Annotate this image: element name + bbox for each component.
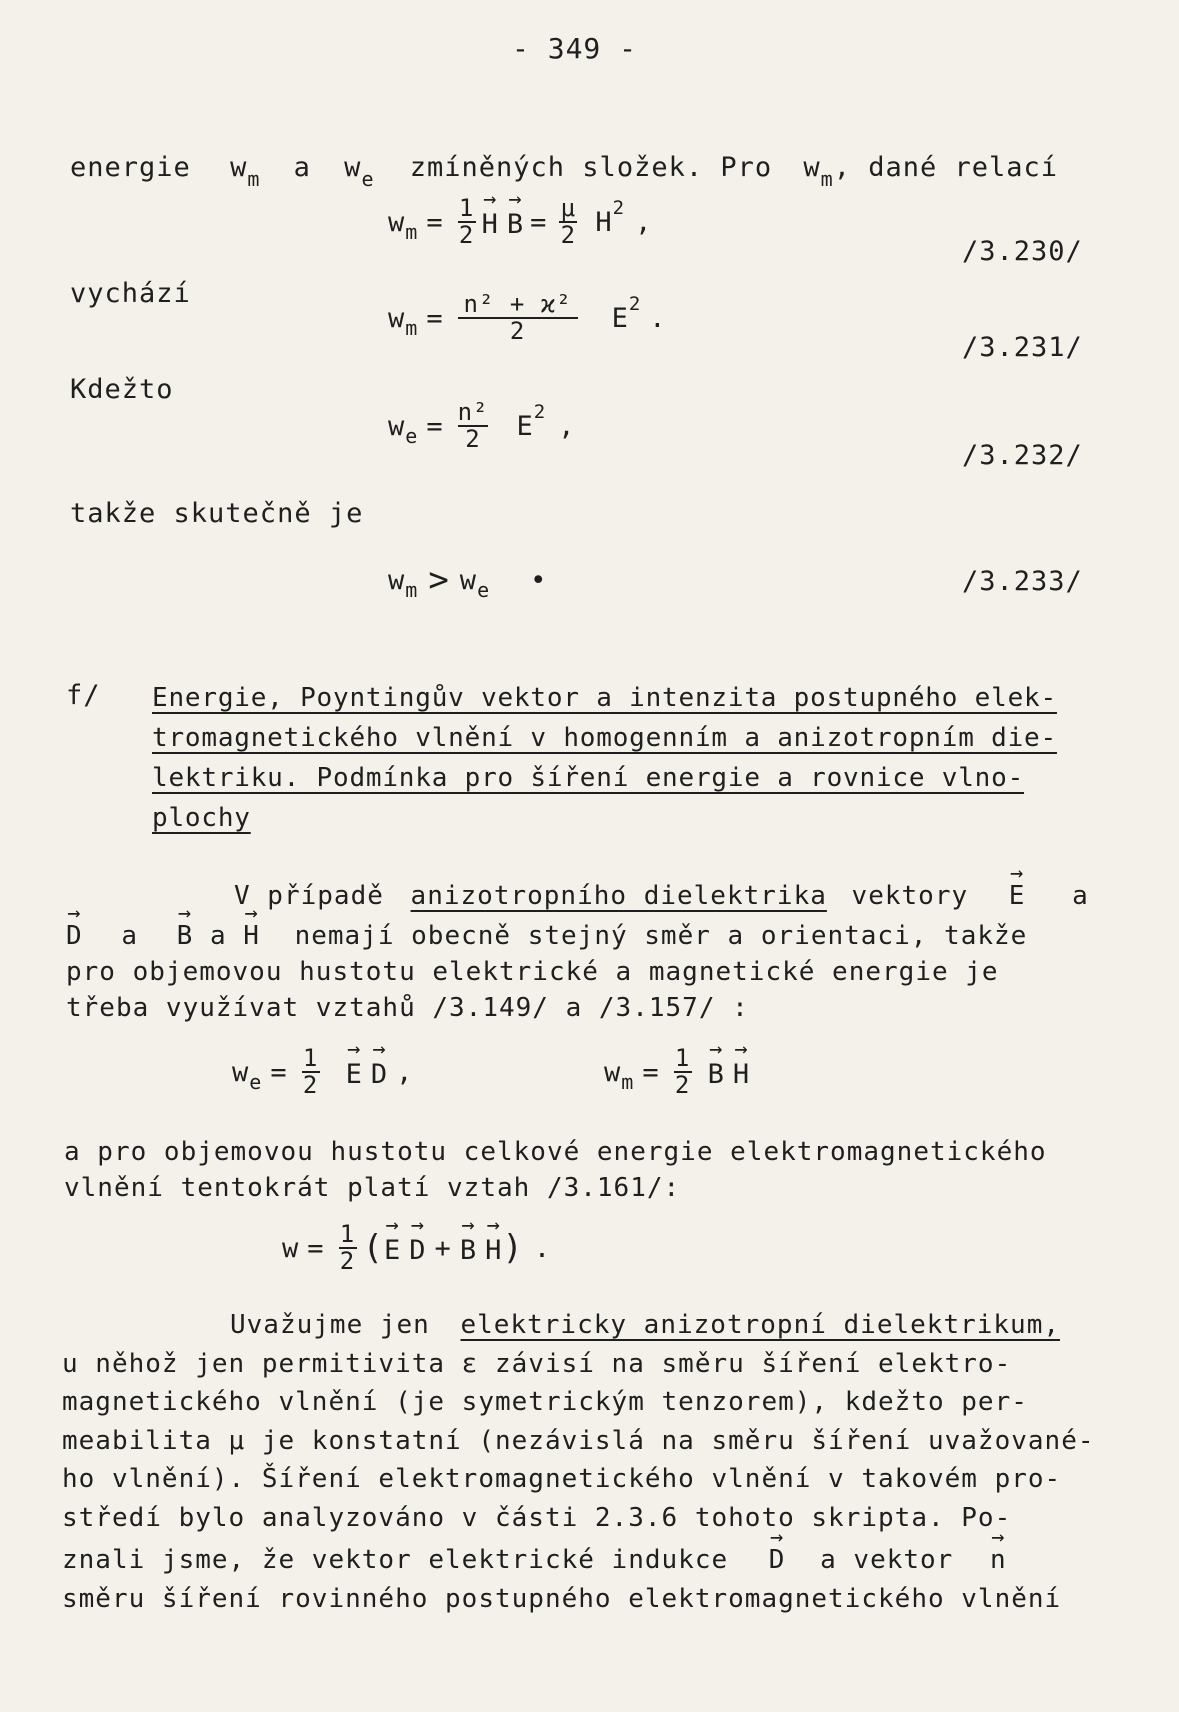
punct: •	[530, 564, 548, 596]
text: V případě	[234, 881, 384, 911]
vector-H: → H	[243, 914, 260, 954]
vector-E: → E	[384, 1231, 401, 1266]
fraction	[458, 196, 476, 248]
paragraph-3	[62, 1306, 1095, 1618]
paren: (	[362, 1228, 385, 1269]
para-line: vlnění tentokrát platí vztah /3.161/:	[64, 1173, 681, 1203]
para-line	[62, 1537, 1095, 1580]
symbol: E	[516, 410, 534, 442]
numerator: n² + ϰ²	[463, 290, 572, 318]
vector-B: → B	[507, 205, 524, 240]
subscript: e	[249, 1070, 263, 1095]
subscript: e	[477, 578, 491, 602]
fraction	[458, 292, 578, 344]
superscript: 2	[533, 401, 547, 424]
subscript: m	[621, 1070, 635, 1095]
text: zmíněných složek. Pro	[409, 152, 773, 183]
symbol: w	[388, 410, 406, 442]
vector-E: → E	[346, 1055, 363, 1090]
vector-B: → B	[708, 1055, 725, 1090]
paren: )	[502, 1228, 524, 1269]
equation-3-232: w e = $\frac{\text{n²}}{2}$ E 2 ,	[388, 398, 576, 454]
equation-number: /3.230/	[962, 236, 1083, 267]
punct: ,	[635, 206, 653, 238]
text: energie	[70, 152, 191, 183]
underlined-term: elektricky anizotropní dielektrikum,	[460, 1310, 1061, 1340]
text-kdezto: Kdežto	[70, 374, 174, 405]
fraction	[458, 400, 489, 452]
text: nemají obecně stejný směr a orientaci, takže	[294, 921, 1028, 951]
numerator: μ	[560, 194, 577, 222]
symbol-w: w	[803, 152, 821, 183]
section-title-line: lektriku. Podmínka pro šíření energie a rovnice vlno-	[152, 763, 1025, 793]
equation-wm: w m = $\frac{1}{2}$ → B → H	[604, 1046, 750, 1098]
section-title-line: Energie, Poyntingův vektor a intenzita postupného elek-	[152, 683, 1057, 713]
punct: .	[649, 302, 667, 334]
fraction	[302, 1046, 320, 1098]
equation-3-230: w m = $\frac{1}{2}$ → H → B = $\frac{\mu}{2}$ H 2 ,	[388, 196, 652, 248]
section-title-line: tromagnetického vlnění v homogenním a anizotropním die-	[152, 723, 1057, 753]
vector-H: → H	[485, 1231, 502, 1266]
vector-D: → D	[66, 914, 83, 954]
vector-D: → D	[409, 1231, 426, 1266]
vector-E: → E	[1009, 874, 1026, 914]
para-line: a pro objemovou hustotu celkové energie elektromagnetického	[64, 1137, 1047, 1167]
para-line: u něhož jen permitivita ε závisí na směru šíření elektro-	[62, 1348, 1012, 1379]
text: a	[209, 921, 227, 951]
para-line: magnetického vlnění (je symetrickým tenzorem), kdežto per-	[62, 1387, 1028, 1417]
vector-B: → B	[460, 1231, 477, 1266]
equation-3-231: w m = $\frac{\text{n² + ϰ²}}{2}$ E 2 .	[388, 290, 667, 346]
operator: +	[434, 1232, 452, 1264]
section-label: f/	[66, 680, 101, 711]
text-vychazi: vychází	[70, 278, 191, 309]
symbol: w	[388, 302, 406, 334]
text: a	[121, 921, 138, 951]
para-line: pro objemovou hustotu elektrické a magnetické energie je	[66, 957, 999, 987]
text: znali jsme, že vektor elektrické indukce	[62, 1545, 729, 1575]
fraction	[559, 196, 577, 248]
paragraph-2	[64, 1134, 1047, 1206]
numerator: 1	[339, 1220, 356, 1248]
para-line: meabilita μ je konstatní (nezávislá na směru šíření uvažované-	[62, 1425, 1095, 1456]
section-title	[152, 678, 1057, 838]
text: a vektor	[820, 1545, 954, 1575]
para-line: ho vlnění). Šíření elektromagnetického vlnění v takovém pro-	[62, 1464, 1062, 1494]
denominator: 2	[339, 1247, 356, 1276]
para-line	[62, 1306, 1095, 1345]
symbol: w	[604, 1056, 622, 1088]
equation-total-energy: w = $\frac{1}{2}$ ( → E → D + → B → H ) .	[282, 1222, 551, 1274]
intro-line	[70, 152, 1059, 191]
text: vektory	[851, 881, 969, 911]
subscript: e	[361, 167, 375, 191]
punct: ,	[396, 1056, 414, 1088]
subscript: m	[405, 220, 419, 245]
para-line: směru šíření rovinného postupného elektromagnetického vlnění	[62, 1583, 1062, 1614]
denominator: 2	[458, 221, 475, 250]
operator: >	[428, 560, 450, 600]
denominator: 2	[674, 1071, 691, 1100]
para-line: třeba využívat vztahů /3.149/ a /3.157/ :	[66, 993, 749, 1023]
fraction	[339, 1222, 357, 1274]
numerator: n²	[457, 398, 489, 426]
para-line	[66, 914, 1089, 954]
para-line	[66, 874, 1089, 914]
equation-we: w e = $\frac{1}{2}$ → E → D ,	[232, 1046, 413, 1098]
page-number: - 349 -	[512, 32, 638, 65]
superscript: 2	[612, 197, 626, 220]
vector-n: → n	[990, 1537, 1007, 1580]
numerator: 1	[458, 194, 475, 222]
section-title-line: plochy	[152, 803, 251, 833]
symbol-w: w	[230, 152, 248, 183]
text-takze: takže skutečně je	[70, 498, 364, 529]
para-line: středí bylo analyzováno v části 2.3.6 tohoto skripta. Po-	[62, 1502, 1012, 1533]
symbol: w	[388, 206, 406, 238]
subscript: m	[247, 167, 261, 191]
vector-D: → D	[769, 1537, 786, 1580]
fraction	[674, 1046, 692, 1098]
denominator: 2	[465, 425, 481, 454]
subscript: e	[405, 424, 419, 449]
subscript: m	[405, 316, 419, 341]
subscript: m	[405, 578, 419, 602]
numerator: 1	[302, 1044, 319, 1072]
denominator: 2	[509, 317, 526, 346]
punct: .	[533, 1232, 552, 1264]
punct: ,	[558, 410, 576, 442]
equation-3-233	[388, 560, 547, 600]
text: a	[1072, 881, 1089, 911]
symbol-w: w	[344, 152, 362, 183]
vector-D: → D	[371, 1055, 388, 1090]
subscript: m	[820, 167, 834, 191]
text: Uvažujme jen	[230, 1310, 430, 1340]
numerator: 1	[674, 1044, 691, 1072]
symbol: w	[282, 1232, 300, 1264]
symbol: E	[611, 302, 629, 334]
vector-H: → H	[482, 205, 499, 240]
text: , dané relací	[833, 152, 1059, 183]
symbol: w	[232, 1056, 250, 1088]
denominator: 2	[560, 221, 577, 250]
denominator: 2	[302, 1071, 319, 1100]
symbol: H	[595, 206, 613, 238]
equation-number: /3.231/	[962, 332, 1083, 363]
underlined-term: anizotropního dielektrika	[410, 881, 827, 911]
equation-number: /3.232/	[962, 440, 1083, 471]
text: a	[293, 152, 311, 183]
equation-number: /3.233/	[962, 566, 1083, 597]
symbol: w	[459, 564, 478, 596]
paragraph-1	[66, 874, 1089, 1026]
vector-H: → H	[733, 1055, 750, 1090]
superscript: 2	[628, 293, 642, 316]
symbol: w	[388, 564, 406, 596]
vector-B: → B	[177, 914, 194, 954]
